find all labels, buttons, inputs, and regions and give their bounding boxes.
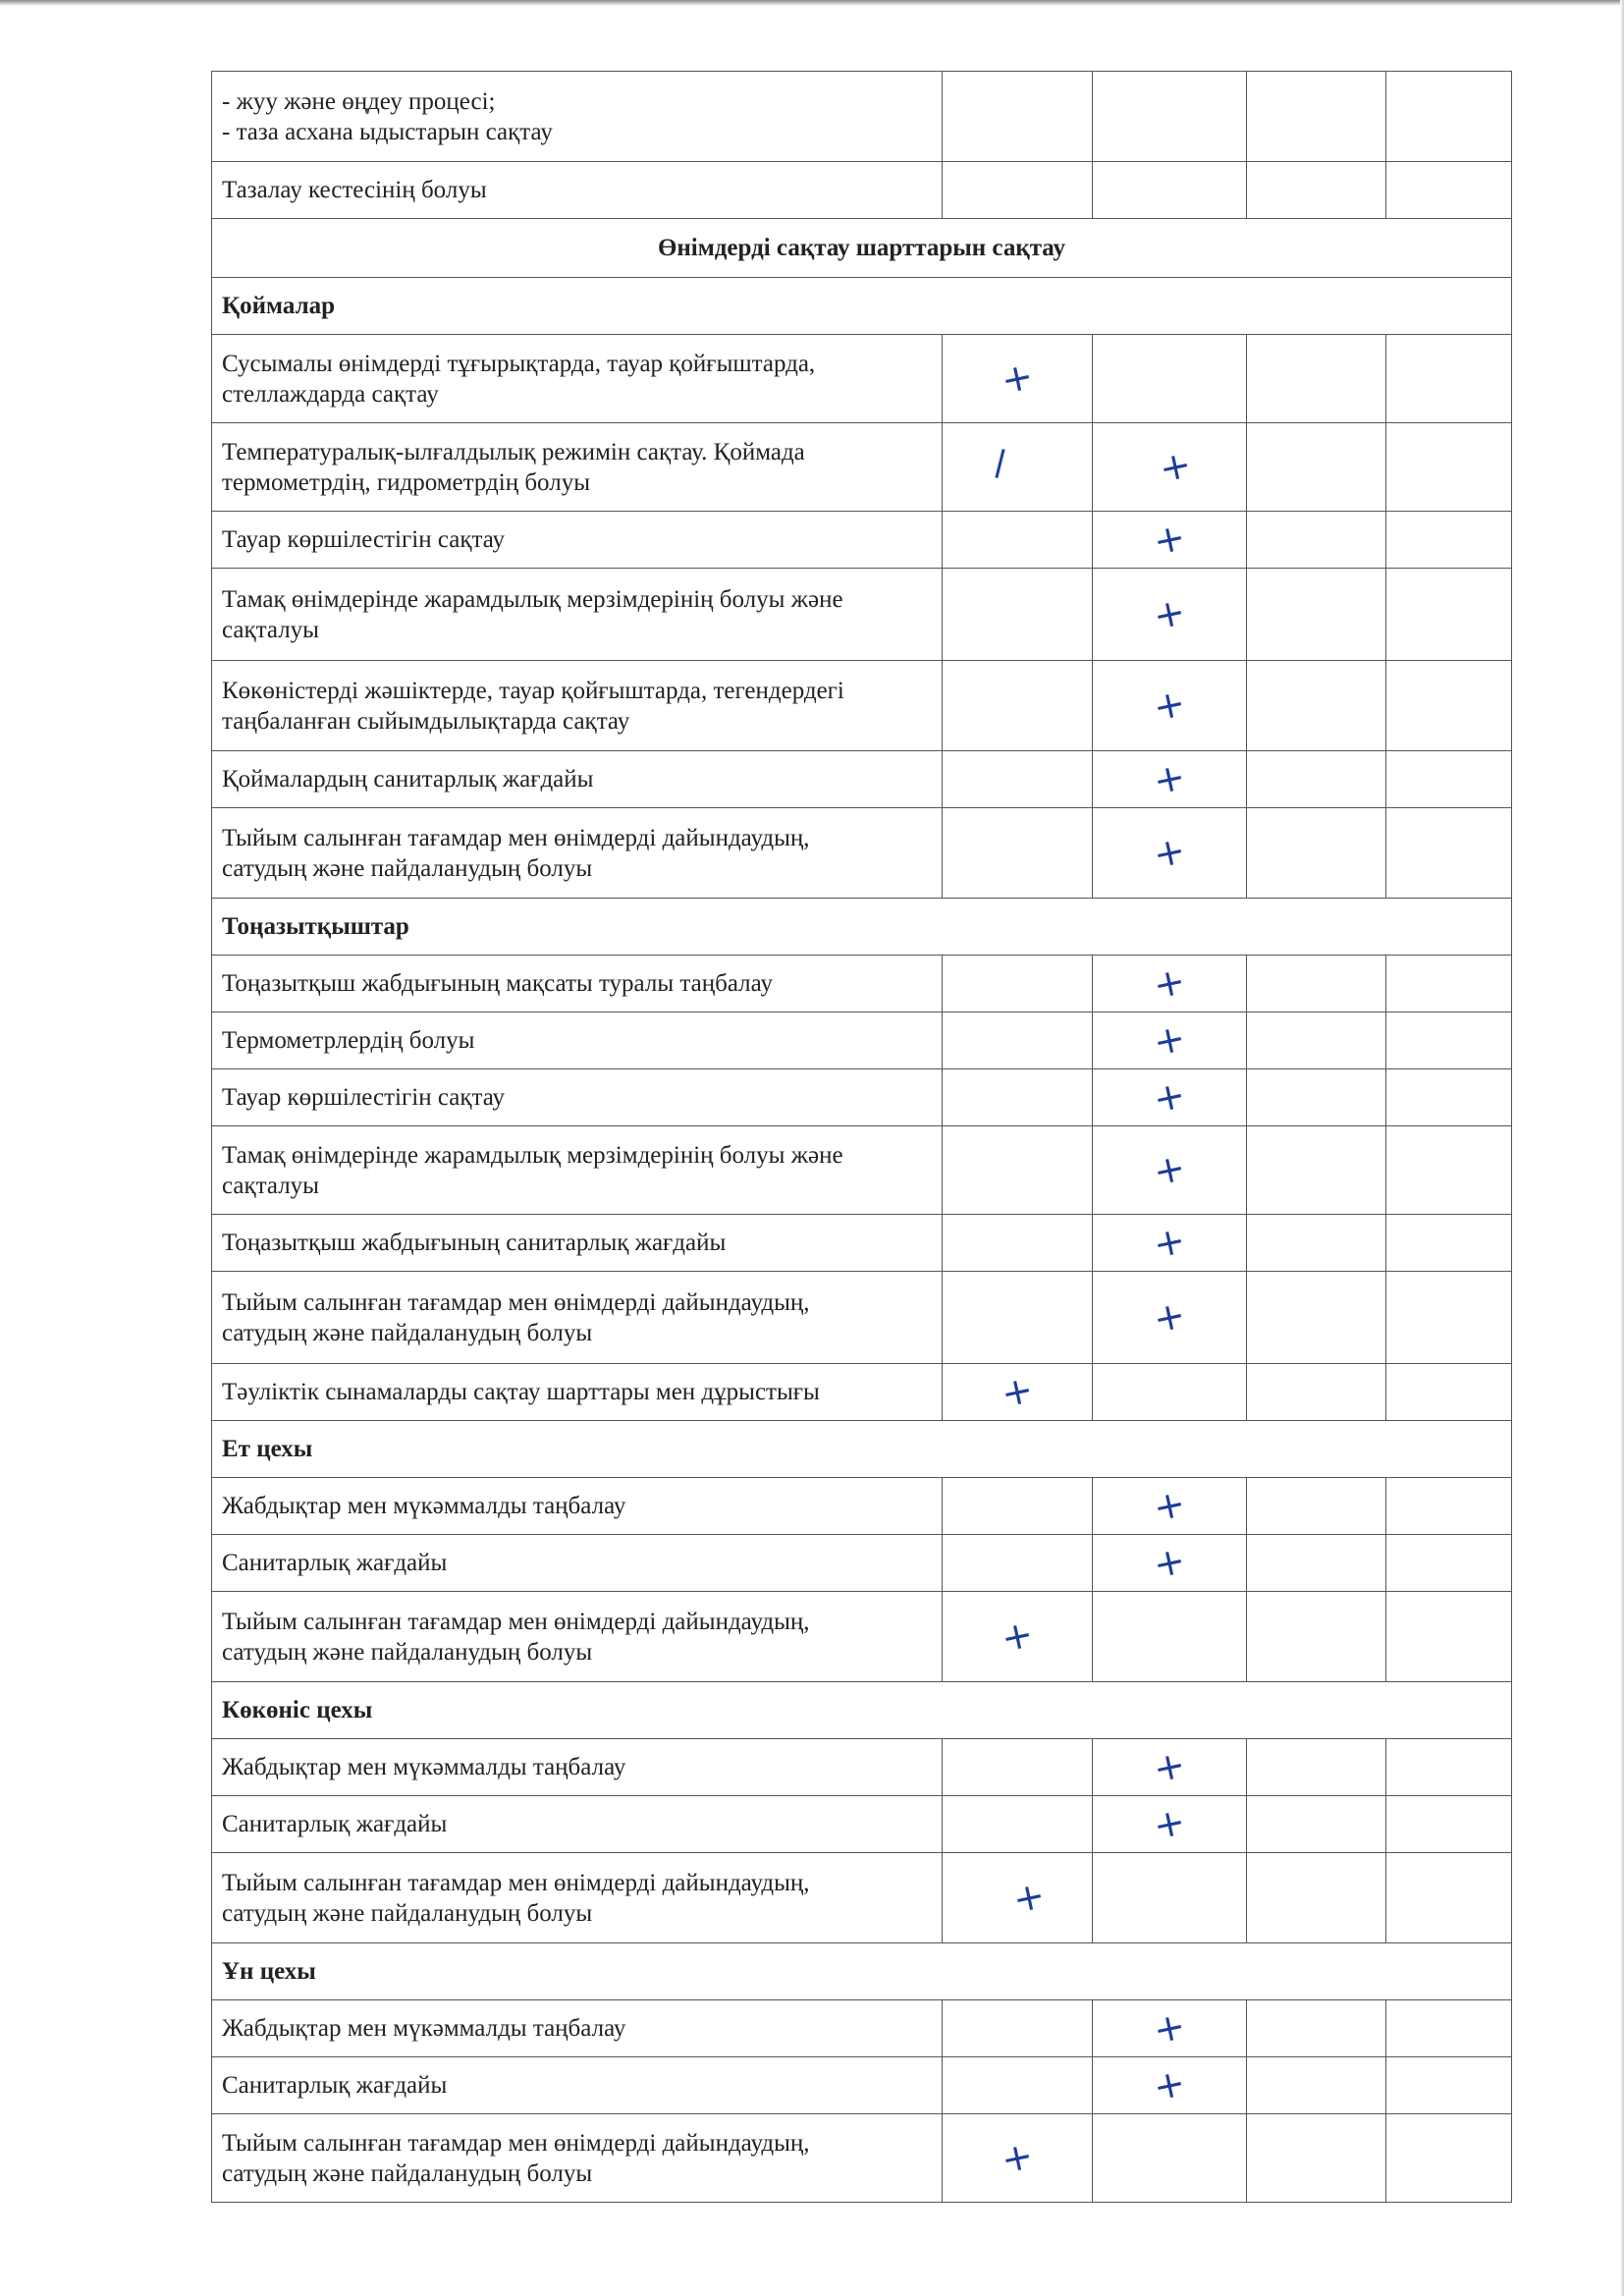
checklist-body	[212, 72, 1512, 2203]
table-row	[212, 1853, 1512, 1943]
mark-cell-col-3	[1247, 569, 1386, 661]
mark-cell-col-3	[1247, 2114, 1386, 2203]
checklist-item-text	[212, 2057, 943, 2114]
table-row	[212, 1478, 1512, 1535]
table-row	[212, 2000, 1512, 2057]
table-row	[212, 162, 1512, 219]
mark-cell-col-3	[1247, 1069, 1386, 1126]
mark-cell-col-2	[1093, 751, 1247, 808]
checklist-item-text	[212, 1069, 943, 1126]
mark-cell-col-1	[943, 2000, 1093, 2057]
mark-cell-col-3	[1247, 335, 1386, 423]
item-line: сатудың және пайдаланудың болуы	[222, 2159, 593, 2187]
pen-stroke-icon	[995, 449, 1004, 478]
mark-cell-col-4	[1386, 1592, 1512, 1682]
checklist-item-text	[212, 956, 943, 1012]
plus-mark-icon: +	[1149, 1217, 1190, 1267]
mark-cell-col-3	[1247, 1126, 1386, 1215]
plus-mark-icon: +	[1149, 680, 1190, 730]
item-line: Тазалау кестесінің болуы	[222, 177, 487, 203]
table-row	[212, 512, 1512, 569]
mark-cell-col-1	[943, 2114, 1093, 2203]
checklist-item-text	[212, 1478, 943, 1535]
mark-cell-col-4	[1386, 1126, 1512, 1215]
mark-cell-col-1	[943, 661, 1093, 751]
item-line: сақталуы	[222, 1172, 319, 1199]
table-row	[212, 423, 1512, 512]
item-line: Тыйым салынған тағамдар мен өнімдерді дайындаудың,	[222, 824, 810, 851]
mark-cell-col-4	[1386, 2114, 1512, 2203]
mark-cell-col-4	[1386, 661, 1512, 751]
checklist-item-text	[212, 1853, 943, 1943]
mark-cell-col-4	[1386, 1215, 1512, 1272]
plus-mark-icon: +	[1149, 1291, 1190, 1341]
plus-mark-icon: +	[1149, 1480, 1190, 1530]
scan-edge-right	[1620, 0, 1624, 2296]
table-row	[212, 1126, 1512, 1215]
mark-cell-col-4	[1386, 569, 1512, 661]
mark-cell-col-3	[1247, 1215, 1386, 1272]
plus-mark-icon: +	[1149, 1798, 1190, 1848]
mark-cell-col-2	[1093, 1272, 1247, 1364]
item-line: таңбаланған сыйымдылықтарда сақтау	[222, 707, 630, 735]
checklist-item-text	[212, 2114, 943, 2203]
plus-mark-icon: +	[1149, 1071, 1190, 1121]
item-line: - жуу және өңдеу процесі;	[222, 87, 496, 115]
mark-cell-col-1	[943, 423, 1093, 512]
mark-cell-col-3	[1247, 72, 1386, 162]
checklist-item-text	[212, 1012, 943, 1069]
checklist-item-text	[212, 72, 943, 162]
mark-cell-col-3	[1247, 1012, 1386, 1069]
plus-mark-icon: +	[1149, 753, 1190, 803]
subsection-title: Тоңазытқыштар	[212, 899, 1512, 956]
plus-mark-icon: +	[1149, 1144, 1190, 1194]
table-row	[212, 1364, 1512, 1421]
mark-cell-col-2	[1093, 1796, 1247, 1853]
mark-cell-col-3	[1247, 1853, 1386, 1943]
mark-cell-col-2	[1093, 335, 1247, 423]
mark-cell-col-4	[1386, 808, 1512, 899]
mark-cell-col-1	[943, 1535, 1093, 1592]
mark-cell-col-3	[1247, 751, 1386, 808]
mark-cell-col-3	[1247, 1592, 1386, 1682]
mark-cell-col-2	[1093, 661, 1247, 751]
checklist-item-text	[212, 1126, 943, 1215]
item-line: Көкөністерді жәшіктерде, тауар қойғыштарда, тегендердегі	[222, 677, 844, 704]
plus-mark-icon: +	[1008, 1872, 1050, 1922]
mark-cell-col-2	[1093, 808, 1247, 899]
mark-cell-col-3	[1247, 956, 1386, 1012]
mark-cell-col-3	[1247, 423, 1386, 512]
checklist-item-text	[212, 335, 943, 423]
checklist-item-text	[212, 1272, 943, 1364]
mark-cell-col-2	[1093, 1739, 1247, 1796]
checklist-item-text	[212, 1796, 943, 1853]
mark-cell-col-2	[1093, 72, 1247, 162]
plus-mark-icon: +	[1149, 827, 1190, 877]
table-row	[212, 808, 1512, 899]
mark-cell-col-4	[1386, 1272, 1512, 1364]
item-line: Жабдықтар мен мүкәммалды таңбалау	[222, 1754, 626, 1780]
item-line: Тамақ өнімдерінде жарамдылық мерзімдерінің болуы және	[222, 585, 843, 613]
mark-cell-col-3	[1247, 512, 1386, 569]
section-heading: Өнімдерді сақтау шарттарын сақтау	[212, 219, 1512, 278]
mark-cell-col-4	[1386, 72, 1512, 162]
plus-mark-icon: +	[997, 1611, 1038, 1661]
mark-cell-col-3	[1247, 661, 1386, 751]
item-line: Тоңазытқыш жабдығының мақсаты туралы таңбалау	[222, 970, 773, 997]
mark-cell-col-1	[943, 72, 1093, 162]
checklist-item-text	[212, 808, 943, 899]
mark-cell-col-4	[1386, 1535, 1512, 1592]
subsection-title: Қоймалар	[212, 278, 1512, 335]
item-line: Тауар көршілестігін сақтау	[222, 1084, 506, 1111]
mark-cell-col-4	[1386, 956, 1512, 1012]
plus-mark-icon: +	[1149, 2059, 1190, 2109]
plus-mark-icon: +	[1149, 2002, 1190, 2052]
mark-cell-col-2	[1093, 1215, 1247, 1272]
mark-cell-col-2	[1093, 512, 1247, 569]
plus-mark-icon: +	[1149, 1741, 1190, 1791]
mark-cell-col-4	[1386, 751, 1512, 808]
subsection-title: Көкөніс цехы	[212, 1682, 1512, 1739]
plus-mark-icon: +	[1155, 441, 1196, 491]
checklist-item-text	[212, 1215, 943, 1272]
table-row	[212, 1796, 1512, 1853]
item-line: Тыйым салынған тағамдар мен өнімдерді дайындаудың,	[222, 1608, 810, 1635]
item-line: Тыйым салынған тағамдар мен өнімдерді дайындаудың,	[222, 1869, 810, 1896]
mark-cell-col-3	[1247, 2057, 1386, 2114]
checklist-item-text	[212, 1739, 943, 1796]
mark-cell-col-4	[1386, 335, 1512, 423]
checklist-item-text	[212, 2000, 943, 2057]
plus-mark-icon: +	[1149, 588, 1190, 638]
mark-cell-col-1	[943, 335, 1093, 423]
mark-cell-col-3	[1247, 1364, 1386, 1421]
mark-cell-col-2	[1093, 2000, 1247, 2057]
checklist-item-text	[212, 1535, 943, 1592]
mark-cell-col-3	[1247, 162, 1386, 219]
mark-cell-col-2	[1093, 2057, 1247, 2114]
item-line: Тоңазытқыш жабдығының санитарлық жағдайы	[222, 1230, 727, 1256]
mark-cell-col-4	[1386, 1739, 1512, 1796]
mark-cell-col-3	[1247, 2000, 1386, 2057]
mark-cell-col-2	[1093, 2114, 1247, 2203]
item-line: Қоймалардың санитарлық жағдайы	[222, 766, 594, 793]
mark-cell-col-1	[943, 1796, 1093, 1853]
table-row	[212, 2057, 1512, 2114]
mark-cell-col-4	[1386, 1012, 1512, 1069]
table-row	[212, 1535, 1512, 1592]
checklist-item-text	[212, 751, 943, 808]
mark-cell-col-2	[1093, 423, 1247, 512]
plus-mark-icon: +	[1149, 1014, 1190, 1065]
mark-cell-col-4	[1386, 1853, 1512, 1943]
item-line: Тыйым салынған тағамдар мен өнімдерді дайындаудың,	[222, 2129, 810, 2157]
plus-mark-icon: +	[997, 2132, 1038, 2182]
inspection-checklist-table	[211, 71, 1512, 2203]
table-row	[212, 2114, 1512, 2203]
mark-cell-col-1	[943, 2057, 1093, 2114]
mark-cell-col-1	[943, 1739, 1093, 1796]
mark-cell-col-2	[1093, 1364, 1247, 1421]
mark-cell-col-4	[1386, 1364, 1512, 1421]
checklist-item-text	[212, 1364, 943, 1421]
mark-cell-col-1	[943, 1012, 1093, 1069]
mark-cell-col-3	[1247, 1796, 1386, 1853]
item-line: сатудың және пайдаланудың болуы	[222, 1899, 593, 1927]
plus-mark-icon: +	[1149, 957, 1190, 1008]
item-line: Санитарлық жағдайы	[222, 1811, 448, 1837]
mark-cell-col-4	[1386, 512, 1512, 569]
item-line: сақталуы	[222, 616, 319, 643]
mark-cell-col-2	[1093, 1535, 1247, 1592]
scan-edge-top	[0, 0, 1624, 6]
table-section-row	[212, 278, 1512, 335]
item-line: Температуралық-ылғалдылық режимін сақтау. Қоймада	[222, 438, 805, 465]
item-line: термометрдің, гидрометрдің болуы	[222, 468, 590, 496]
item-line: сатудың және пайдаланудың болуы	[222, 1638, 593, 1666]
item-line: Тамақ өнімдерінде жарамдылық мерзімдерінің болуы және	[222, 1141, 843, 1169]
table-section-row	[212, 1943, 1512, 2000]
mark-cell-col-1	[943, 1126, 1093, 1215]
table-row	[212, 956, 1512, 1012]
item-line: сатудың және пайдаланудың болуы	[222, 854, 593, 882]
mark-cell-col-1	[943, 1272, 1093, 1364]
item-line: Тәуліктік сынамаларды сақтау шарттары мен дұрыстығы	[222, 1379, 820, 1405]
item-line: стеллаждарда сақтау	[222, 380, 439, 408]
table-row	[212, 1592, 1512, 1682]
mark-cell-col-3	[1247, 1739, 1386, 1796]
mark-cell-col-2	[1093, 956, 1247, 1012]
mark-cell-col-2	[1093, 1012, 1247, 1069]
mark-cell-col-1	[943, 1592, 1093, 1682]
checklist-item-text	[212, 1592, 943, 1682]
mark-cell-col-3	[1247, 1535, 1386, 1592]
mark-cell-col-3	[1247, 808, 1386, 899]
table-row	[212, 1069, 1512, 1126]
mark-cell-col-1	[943, 162, 1093, 219]
mark-cell-col-2	[1093, 162, 1247, 219]
item-line: Тауар көршілестігін сақтау	[222, 526, 506, 553]
mark-cell-col-4	[1386, 1478, 1512, 1535]
mark-cell-col-1	[943, 1069, 1093, 1126]
mark-cell-col-1	[943, 1853, 1093, 1943]
plus-mark-icon: +	[997, 353, 1038, 403]
mark-cell-col-1	[943, 569, 1093, 661]
item-line: Жабдықтар мен мүкәммалды таңбалау	[222, 1493, 626, 1519]
mark-cell-col-4	[1386, 2057, 1512, 2114]
plus-mark-icon: +	[1149, 514, 1190, 564]
table-row	[212, 1272, 1512, 1364]
item-line: Санитарлық жағдайы	[222, 2072, 448, 2099]
mark-cell-col-1	[943, 1478, 1093, 1535]
mark-cell-col-1	[943, 956, 1093, 1012]
table-row	[212, 1215, 1512, 1272]
checklist-item-text	[212, 162, 943, 219]
mark-cell-col-4	[1386, 2000, 1512, 2057]
subsection-title: Ұн цехы	[212, 1943, 1512, 2000]
subsection-title: Ет цехы	[212, 1421, 1512, 1478]
plus-mark-icon: +	[997, 1366, 1038, 1416]
item-line: Сусымалы өнімдерді тұғырықтарда, тауар қойғыштарда,	[222, 350, 816, 377]
table-row	[212, 569, 1512, 661]
table-row	[212, 335, 1512, 423]
mark-cell-col-2	[1093, 1592, 1247, 1682]
mark-cell-col-1	[943, 808, 1093, 899]
mark-cell-col-1	[943, 1364, 1093, 1421]
checklist-item-text	[212, 512, 943, 569]
table-section-row	[212, 1682, 1512, 1739]
mark-cell-col-4	[1386, 423, 1512, 512]
table-row	[212, 751, 1512, 808]
checklist-item-text	[212, 569, 943, 661]
item-line: - таза асхана ыдыстарын сақтау	[222, 118, 553, 145]
item-line: Тыйым салынған тағамдар мен өнімдерді дайындаудың,	[222, 1288, 810, 1316]
mark-cell-col-4	[1386, 1069, 1512, 1126]
mark-cell-col-4	[1386, 1796, 1512, 1853]
checklist-item-text	[212, 661, 943, 751]
table-section-row	[212, 1421, 1512, 1478]
item-line: сатудың және пайдаланудың болуы	[222, 1319, 593, 1346]
item-line: Санитарлық жағдайы	[222, 1550, 448, 1576]
mark-cell-col-2	[1093, 1126, 1247, 1215]
item-line: Жабдықтар мен мүкәммалды таңбалау	[222, 2015, 626, 2042]
mark-cell-col-2	[1093, 569, 1247, 661]
mark-cell-col-1	[943, 751, 1093, 808]
table-row	[212, 1012, 1512, 1069]
mark-cell-col-3	[1247, 1272, 1386, 1364]
table-row	[212, 72, 1512, 162]
mark-cell-col-2	[1093, 1478, 1247, 1535]
item-line: Термометрлердің болуы	[222, 1027, 475, 1054]
table-heading-row	[212, 219, 1512, 278]
mark-cell-col-1	[943, 1215, 1093, 1272]
checklist-item-text	[212, 423, 943, 512]
plus-mark-icon: +	[1149, 1537, 1190, 1587]
mark-cell-col-1	[943, 512, 1093, 569]
table-row	[212, 1739, 1512, 1796]
table-section-row	[212, 899, 1512, 956]
mark-cell-col-2	[1093, 1853, 1247, 1943]
mark-cell-col-4	[1386, 162, 1512, 219]
table-row	[212, 661, 1512, 751]
mark-cell-col-3	[1247, 1478, 1386, 1535]
mark-cell-col-2	[1093, 1069, 1247, 1126]
